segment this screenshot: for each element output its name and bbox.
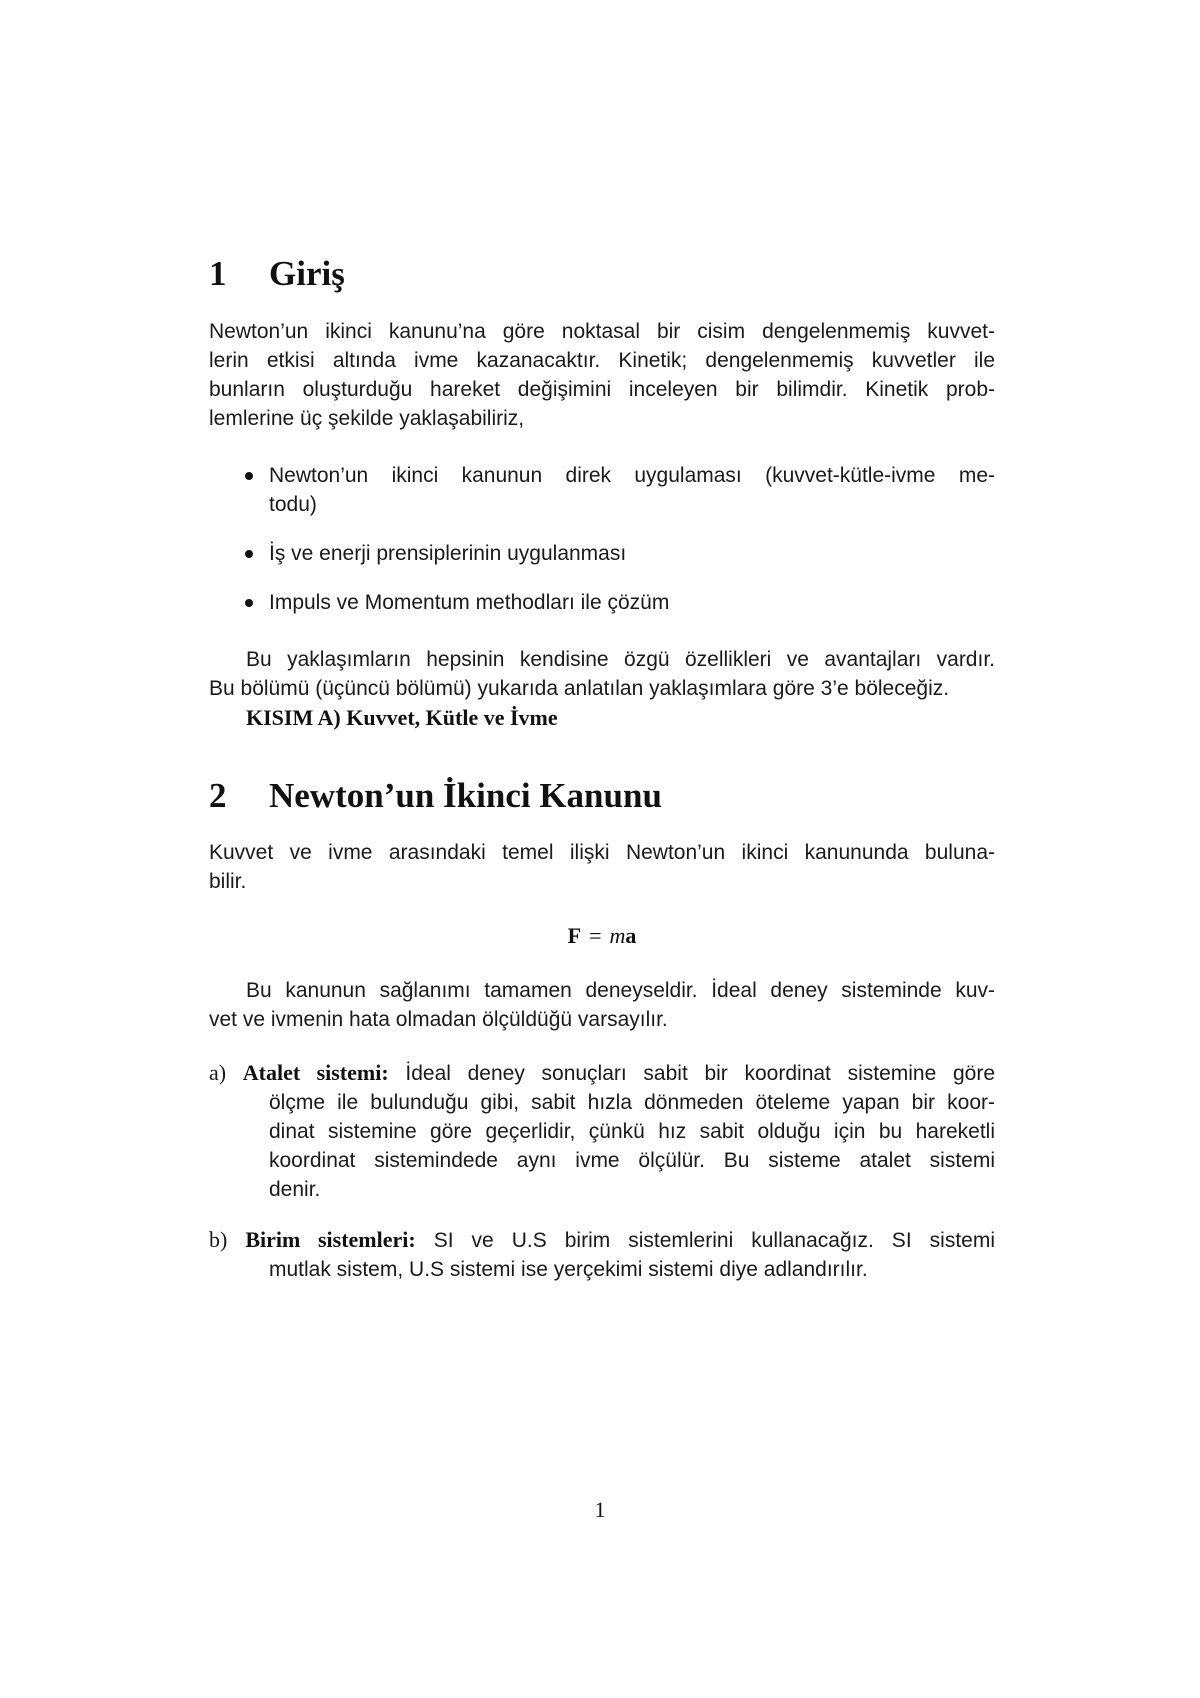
equation-acceleration: a bbox=[625, 923, 637, 948]
enum-term: Birim sistemleri: bbox=[245, 1227, 416, 1252]
paragraph-line: lemlerine üç şekilde yaklaşabiliriz, bbox=[209, 407, 525, 430]
paragraph-line: bilir. bbox=[209, 870, 247, 893]
section-1-intro-paragraph bbox=[209, 317, 995, 433]
part-heading: KISIM A) Kuvvet, Kütle ve İvme bbox=[246, 705, 558, 730]
paragraph-line: Bu bölümü (üçüncü bölümü) yukarıda anlatılan yaklaşımlara göre 3’e böleceğiz. bbox=[209, 677, 950, 700]
section-1-closing-paragraph bbox=[209, 645, 995, 732]
paragraph-line: mutlak sistem, U.S sistemi ise yerçekimi sistemi diye adlandırılır. bbox=[269, 1258, 868, 1281]
paragraph-line: dinat sistemine göre geçerlidir, çünkü hız sabit olduğu için bu hareketli bbox=[269, 1120, 995, 1143]
approach-bullet-list bbox=[209, 461, 995, 617]
enum-term: Atalet sistemi: bbox=[242, 1060, 389, 1085]
paragraph-line: denir. bbox=[269, 1178, 321, 1201]
section-2-number: 2 bbox=[209, 776, 227, 815]
list-item bbox=[209, 539, 995, 568]
equation-force: F bbox=[567, 923, 582, 948]
paragraph-line: vet ve ivmenin hata olmadan ölçüldüğü varsayılır. bbox=[209, 1008, 668, 1031]
paragraph-line: lerin etkisi altında ivme kazanacaktır. Kinetik; dengelenmemiş kuvvetler ile bbox=[209, 349, 995, 372]
list-item bbox=[209, 588, 995, 617]
section-1-number: 1 bbox=[209, 254, 227, 293]
newton-second-law-equation bbox=[209, 921, 995, 950]
bullet-icon bbox=[245, 599, 253, 607]
section-1-title: Giriş bbox=[269, 254, 345, 293]
equation-equals: = bbox=[589, 923, 602, 948]
page-number: 1 bbox=[594, 1497, 606, 1522]
enum-rest bbox=[209, 1088, 995, 1204]
list-item-line: İş ve enerji prensiplerinin uygulanması bbox=[269, 542, 627, 565]
bullet-icon bbox=[245, 472, 253, 480]
section-2-intro-paragraph bbox=[209, 838, 995, 896]
list-item-line: Newton’un ikinci kanunun direk uygulaması (kuvvet-kütle-ivme me- bbox=[269, 464, 995, 487]
section-2-experimental-paragraph bbox=[209, 976, 995, 1034]
enum-item-unit-systems bbox=[209, 1225, 995, 1284]
enum-first-line-text: İdeal deney sonuçları sabit bir koordinat sistemine göre bbox=[405, 1062, 995, 1085]
section-2-heading bbox=[209, 776, 662, 816]
equation-mass: m bbox=[609, 923, 626, 948]
paragraph-line: ölçme ile bulunduğu gibi, sabit hızla dönmeden öteleme yapan bir koor- bbox=[269, 1091, 995, 1114]
section-2-title: Newton’un İkinci Kanunu bbox=[269, 776, 662, 815]
enum-first-line bbox=[209, 1058, 995, 1088]
paragraph-line: Bu kanunun sağlanımı tamamen deneyseldir. İdeal deney sisteminde kuv- bbox=[246, 979, 995, 1002]
paragraph-line: koordinat sistemindede aynı ivme ölçülür. Bu sisteme atalet sistemi bbox=[269, 1149, 995, 1172]
paragraph-line: bunların oluşturduğu hareket değişimini inceleyen bir bilimdir. Kinetik prob- bbox=[209, 378, 995, 401]
bullet-icon bbox=[245, 550, 253, 558]
enum-first-line-text: SI ve U.S birim sistemlerini kullanacağız. SI sistemi bbox=[433, 1229, 995, 1252]
paragraph-line: Kuvvet ve ivme arasındaki temel ilişki Newton’un ikinci kanununda buluna- bbox=[209, 841, 995, 864]
paragraph-line: Newton’un ikinci kanunu’na göre noktasal bir cisim dengelenmemiş kuvvet- bbox=[209, 320, 995, 343]
enum-rest bbox=[209, 1255, 995, 1284]
paragraph-line: Bu yaklaşımların hepsinin kendisine özgü özellikleri ve avantajları vardır. bbox=[246, 648, 995, 671]
enum-label: b) bbox=[209, 1227, 228, 1252]
list-item-line: todu) bbox=[269, 493, 317, 516]
enum-first-line bbox=[209, 1225, 995, 1255]
enum-item-inertial-system bbox=[209, 1058, 995, 1204]
section-1-heading bbox=[209, 254, 345, 294]
list-item bbox=[209, 461, 995, 519]
enum-label: a) bbox=[209, 1060, 227, 1085]
list-item-line: Impuls ve Momentum methodları ile çözüm bbox=[269, 591, 670, 614]
